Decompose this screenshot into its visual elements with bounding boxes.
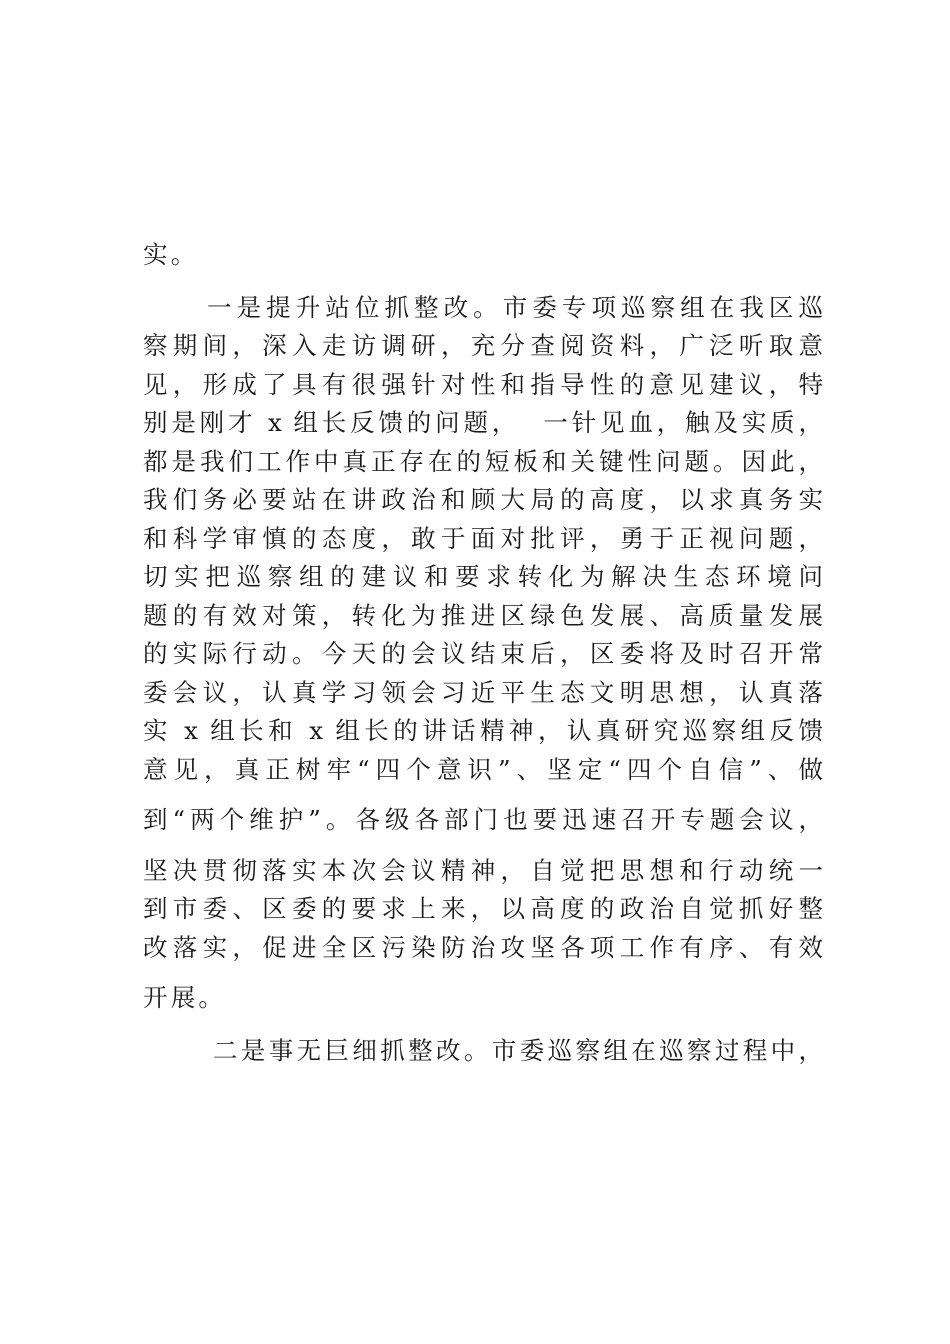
text-line: 别是刚才 x 组长反馈的问题， 一针见血，触及实质， bbox=[143, 408, 823, 437]
text-line: 切实把巡察组的建议和要求转化为解决生态环境问 bbox=[143, 562, 823, 591]
text-line: 都是我们工作中真正存在的短板和关键性问题。因此， bbox=[143, 446, 823, 476]
text-line: 坚决贯彻落实本次会议精神，自觉把思想和行动统一 bbox=[143, 855, 823, 885]
text-line: 和科学审慎的态度，敢于面对批评，勇于正视问题， bbox=[143, 523, 823, 553]
paragraph-first-line: 一是提升站位抓整改。市委专项巡察组在我区巡 bbox=[207, 292, 823, 322]
text-line: 题的有效对策，转化为推进区绿色发展、高质量发展 bbox=[143, 600, 823, 630]
text-line: 到市委、区委的要求上来，以高度的政治自觉抓好整 bbox=[143, 894, 823, 923]
text-line: 实。 bbox=[143, 240, 199, 269]
text-line: 察期间，深入走访调研，充分查阅资料，广泛听取意 bbox=[143, 331, 823, 360]
text-line: 意见，真正树牢“四个意识”、坚定“四个自信”、做 bbox=[143, 754, 823, 784]
text-line: 改落实，促进全区污染防治攻坚各项工作有序、有效 bbox=[143, 932, 823, 962]
text-line: 实 x 组长和 x 组长的讲话精神，认真研究巡察组反馈 bbox=[143, 716, 823, 745]
paragraph-first-line: 二是事无巨细抓整改。市委巡察组在巡察过程中， bbox=[213, 1035, 823, 1065]
text-line: 委会议，认真学习领会习近平生态文明思想，认真落 bbox=[143, 677, 823, 707]
body-text bbox=[143, 236, 823, 1070]
text-line: 我们务必要站在讲政治和顾大局的高度，以求真务实 bbox=[143, 485, 823, 514]
text-line: 开展。 bbox=[143, 983, 227, 1012]
text-line: 的实际行动。今天的会议结束后，区委将及时召开常 bbox=[143, 639, 823, 668]
text-line: 到“两个维护”。各级各部门也要迅速召开专题会议， bbox=[143, 805, 823, 834]
text-line: 见，形成了具有很强针对性和指导性的意见建议，特 bbox=[143, 369, 823, 399]
